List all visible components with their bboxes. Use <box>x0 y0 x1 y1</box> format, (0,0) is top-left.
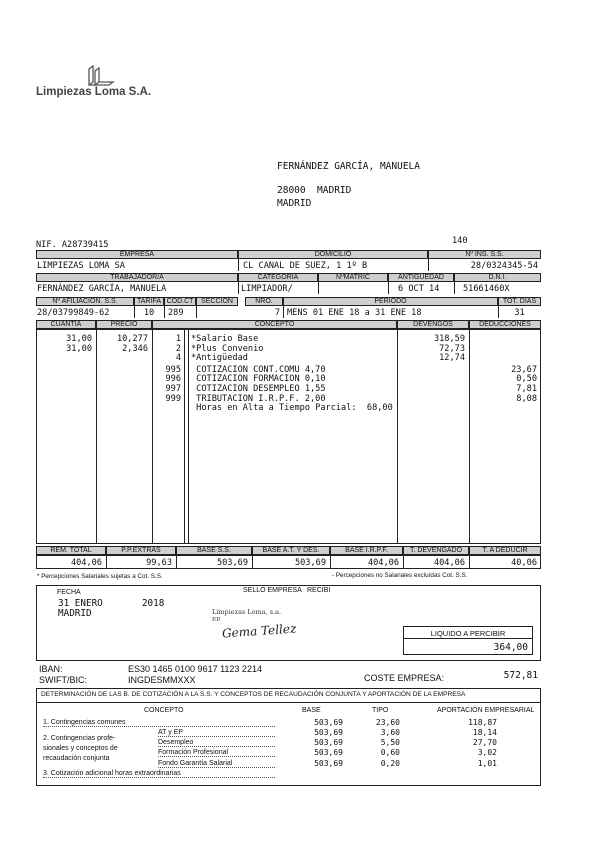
base-ss-value: 503,69 <box>216 558 248 568</box>
line-cuantia: 31,00 <box>66 334 92 344</box>
label-coste: COSTE EMPRESA: <box>364 673 445 683</box>
det-row1-label: 1. Contingencias comunes <box>43 719 275 727</box>
line-concepto: COTIZACION FORMACION 0,10 <box>191 374 326 385</box>
label-liquido: LIQUIDO A PERCIBIR <box>430 629 506 638</box>
codct-value: 289 <box>168 308 184 318</box>
afiliacion-value: 28/03799849-62 <box>37 308 110 318</box>
label-t-deducir: T. A DEDUCIR <box>469 546 541 555</box>
det-base: 503,69 <box>314 738 343 747</box>
line-deducciones: 0,50 <box>516 374 537 385</box>
line-code: 995 <box>165 364 181 375</box>
line-code: 999 <box>165 393 181 404</box>
det-aportacion: 27,70 <box>472 738 497 747</box>
line-devengos: 12,74 <box>439 353 465 364</box>
line-cuantia: 31,00 <box>66 343 92 354</box>
det-row2-label-c: recaudación conjunta <box>43 755 110 762</box>
fecha-city: MADRID <box>58 608 92 619</box>
det-sub-formacion: Formación Profesional <box>158 749 275 757</box>
label-base-irpf: BASE I.R.P.F. <box>330 546 403 555</box>
label-devengos: DEVENGOS <box>397 320 469 329</box>
det-tipo: 5,50 <box>380 738 400 747</box>
det-tipo: 3,60 <box>380 728 400 737</box>
label-deducciones: DEDUCCIONES <box>469 320 541 329</box>
recipient-name: FERNÁNDEZ GARCÍA, MANUELA <box>277 161 420 172</box>
det-aportacion: 18,14 <box>472 728 497 737</box>
line-concepto: TRIBUTACION I.R.P.F. 2,00 <box>191 393 326 404</box>
line-concepto: Horas en Alta a Tiempo Parcial: 68,00 <box>191 403 393 414</box>
base-irpf-value: 404,06 <box>367 558 399 568</box>
line-devengos: 72,73 <box>439 343 465 354</box>
det-row2-label-b: sionales y conceptos de <box>43 745 118 752</box>
periodo-value: MENS 01 ENE 18 a 31 ENE 18 <box>287 308 422 318</box>
totdias-value: 31 <box>514 308 525 318</box>
line-precio: 2,346 <box>122 343 148 354</box>
t-deducir-value: 40,06 <box>511 558 537 568</box>
det-row3-label: 3. Cotización adicional horas extraordinarias <box>43 770 275 778</box>
det-sub-desempleo: Desempleo <box>158 739 275 747</box>
det-sub-fogasa: Fondo Garantía Salarial <box>158 760 275 768</box>
label-det-aportacion: APORTACIÓN EMPRESARIAL <box>437 707 535 714</box>
dni-value: 51661460X <box>463 284 510 294</box>
det-base: 503,69 <box>314 728 343 737</box>
label-recibi: RECIBI <box>307 587 331 594</box>
label-det-concepto: CONCEPTO <box>144 707 184 714</box>
ins-ss-value: 28/0324345-54 <box>470 261 538 271</box>
label-totdias: TOT. DIAS <box>498 297 541 306</box>
label-dni: D.N.I. <box>454 273 541 282</box>
iban-value: ES30 1465 0100 9617 1123 2214 <box>128 664 262 674</box>
line-concepto: *Antigüedad <box>191 353 248 364</box>
label-iban: IBAN: <box>39 664 63 674</box>
stamp-company: Limpiezas Loma, s.a. <box>212 608 282 616</box>
det-base: 503,69 <box>314 759 343 768</box>
company-name: Limpiezas Loma S.A. <box>36 86 152 98</box>
label-pp-extras: P.P.EXTRAS <box>106 546 176 555</box>
rem-total-value: 404,06 <box>70 558 102 568</box>
swift-value: INGDESMMXXX <box>128 675 196 685</box>
label-tarifa: TARIFA <box>134 297 164 306</box>
nro-value: 7 <box>274 308 280 318</box>
det-row2-label-a: 2. Contingencias profe- <box>43 735 116 742</box>
liquido-value: 364,00 <box>493 642 528 653</box>
label-swift: SWIFT/BIC: <box>39 675 87 685</box>
note-salariales: * Percepciones Salariales sujetas a Cot. S.S. <box>37 573 163 580</box>
label-concepto: CONCEPTO <box>152 320 397 329</box>
stamp-pp: P.P. <box>212 617 221 623</box>
recipient-city: 28000 MADRID <box>277 185 352 196</box>
line-code: 997 <box>165 384 181 394</box>
line-concepto: *Plus Convenio <box>191 343 264 354</box>
note-no-salariales: - Percepciones no Salariales excluídas Cot. S.S. <box>332 572 468 579</box>
line-precio: 10,277 <box>116 334 148 344</box>
label-det-tipo: TIPO <box>372 707 389 714</box>
label-sello: SELLO EMPRESA <box>243 587 302 594</box>
t-devengado-value: 404,06 <box>433 558 465 568</box>
document-number: 140 <box>452 236 468 246</box>
label-t-devengado: T. DEVENGADO <box>403 546 469 555</box>
recipient-province: MADRID <box>277 198 312 209</box>
label-nmatric: NºMATRIC <box>318 273 388 282</box>
label-ins-ss: Nº INS. S.S. <box>428 250 541 259</box>
det-aportacion: 118,87 <box>468 718 497 727</box>
fecha-value: 31 ENERO 2018 <box>58 598 165 609</box>
det-tipo: 23,60 <box>375 718 400 727</box>
line-code: 1 <box>175 334 181 344</box>
line-deducciones: 7,81 <box>516 384 537 394</box>
pp-extras-value: 99,63 <box>146 558 172 568</box>
label-base-ss: BASE S.S. <box>176 546 252 555</box>
label-categoria: CATEGORIA <box>238 273 318 282</box>
line-concepto: *Salario Base <box>191 334 259 344</box>
det-sub-at: AT y EP <box>158 729 275 737</box>
line-concepto: COTIZACION CONT.COMU 4,70 <box>191 364 326 375</box>
empresa-value: LIMPIEZAS LOMA SA <box>37 261 125 271</box>
nif: NIF. A28739415 <box>36 240 109 250</box>
label-base-at: BASE A.T. Y DES. <box>252 546 330 555</box>
determination-title: DETERMINACIÓN DE LAS B. DE COTIZACIÓN A LA S.S. Y CONCEPTOS DE RECAUDACIÓN CONJUNTA Y APORTACIÓN DE LA EMPRESA <box>41 691 466 698</box>
label-precio: PRECIO <box>96 320 152 329</box>
line-code: 2 <box>175 343 181 354</box>
det-aportacion: 3,02 <box>477 748 497 757</box>
det-tipo: 0,60 <box>380 748 400 757</box>
det-base: 503,69 <box>314 718 343 727</box>
label-empresa: EMPRESA <box>36 250 238 259</box>
label-rem-total: REM. TOTAL <box>36 546 106 555</box>
label-cuantia: CUANTIA <box>36 320 96 329</box>
coste-value: 572,81 <box>503 670 538 681</box>
antiguedad-value: 6 OCT 14 <box>398 284 440 294</box>
label-afiliacion: Nº AFILIACION. S.S. <box>36 297 134 306</box>
line-concepto: COTIZACION DESEMPLEO 1,55 <box>191 384 326 394</box>
label-fecha: FECHA <box>57 589 81 596</box>
label-trabajador: TRABAJADOR/A <box>36 273 238 282</box>
det-tipo: 0,20 <box>380 759 400 768</box>
line-deducciones: 23,67 <box>511 364 537 375</box>
label-nro: NRO. <box>245 297 283 306</box>
line-devengos: 318,59 <box>433 334 465 344</box>
base-at-value: 503,69 <box>294 558 326 568</box>
label-antiguedad: ANTIGUEDAD <box>388 273 454 282</box>
categoria-value: LIMPIADOR/ <box>241 284 293 294</box>
label-periodo: PERIODO <box>283 297 498 306</box>
det-aportacion: 1,01 <box>477 759 497 768</box>
label-det-base: BASE <box>302 707 321 714</box>
line-code: 996 <box>165 374 181 385</box>
label-codct: COD.CT <box>164 297 196 306</box>
det-base: 503,69 <box>314 748 343 757</box>
trabajador-value: FERNÁNDEZ GARCÍA, MANUELA <box>37 284 167 294</box>
line-deducciones: 8,08 <box>516 393 537 404</box>
label-domicilio: DOMICILIO <box>238 250 428 259</box>
line-code: 4 <box>175 353 181 364</box>
label-seccion: SECCION <box>196 297 238 306</box>
tarifa-value: 10 <box>143 308 155 318</box>
domicilio-value: CL CANAL DE SUEZ, 1 1º B <box>243 261 368 271</box>
signature: Gema Tellez <box>221 621 297 641</box>
